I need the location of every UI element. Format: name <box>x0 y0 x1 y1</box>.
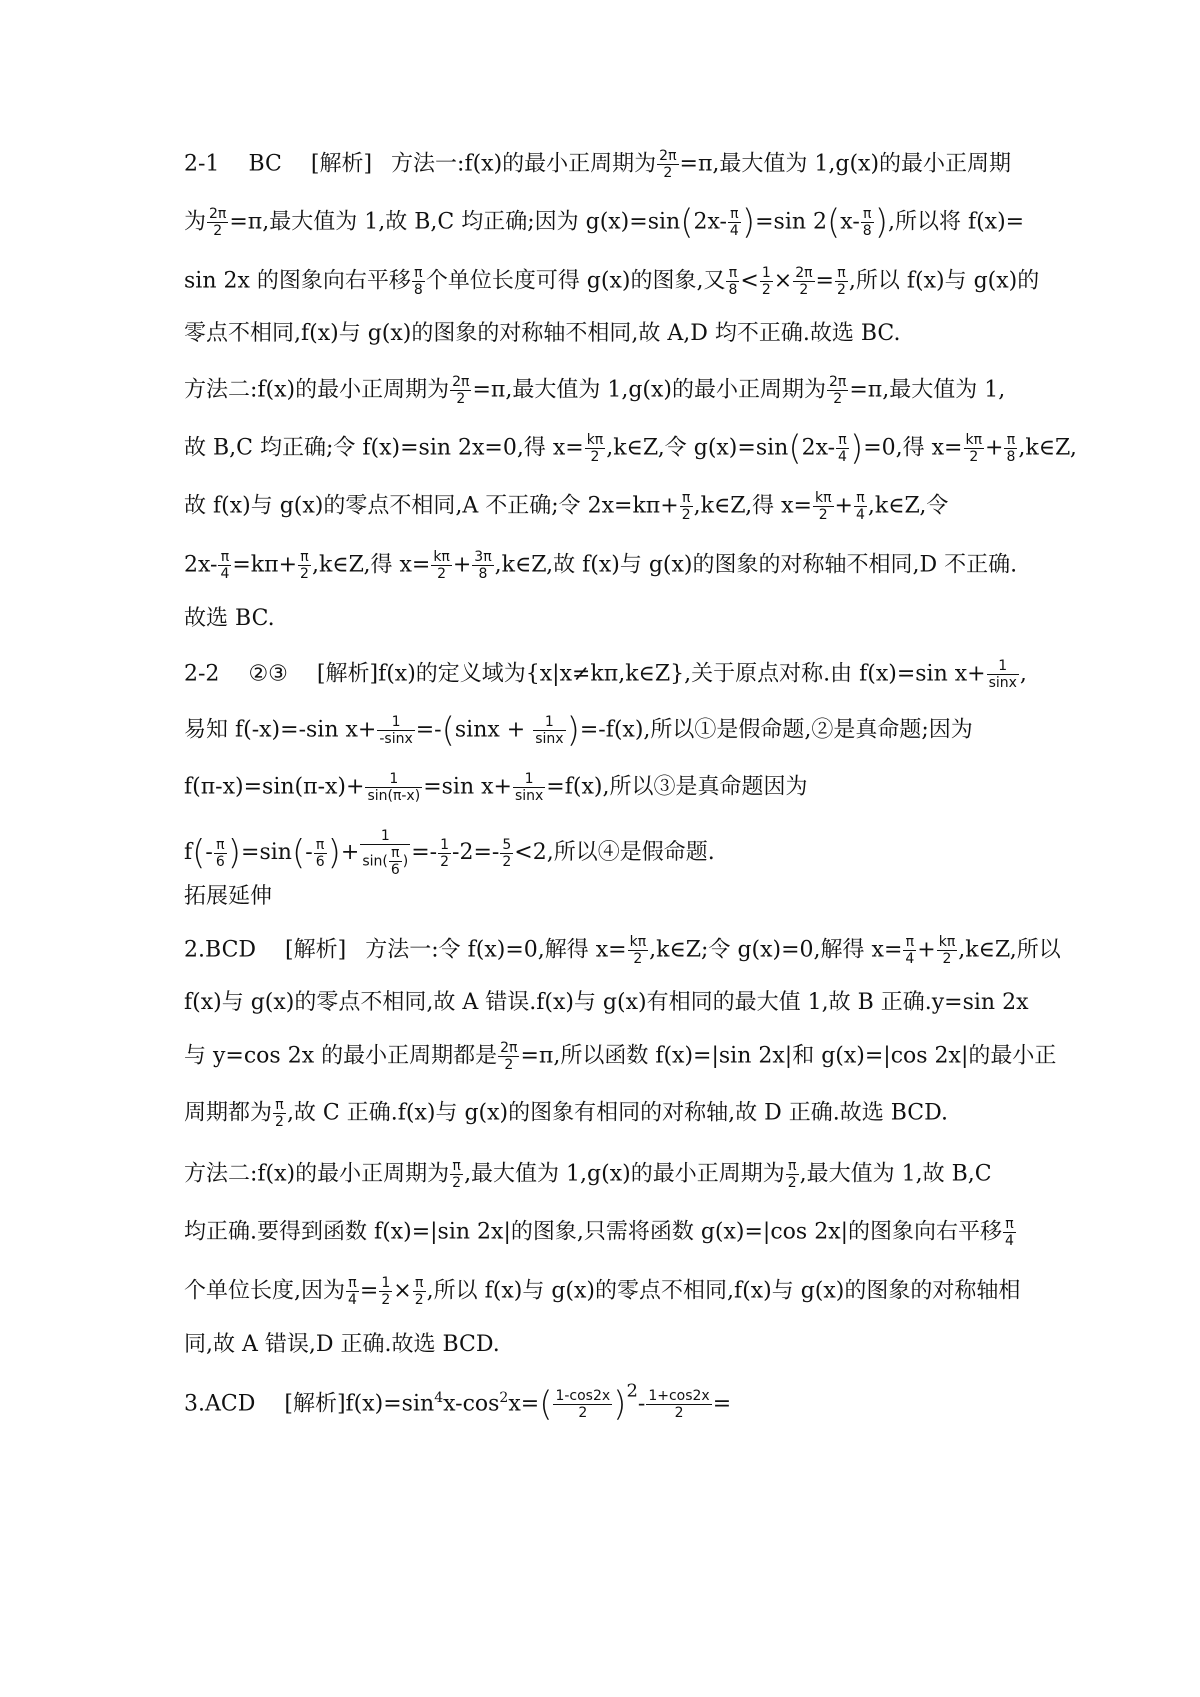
text: 个单位长度,因为 <box>184 1278 345 1304</box>
text: + <box>917 937 936 963</box>
text: = <box>359 1278 379 1304</box>
p1-line-2 <box>184 202 1034 243</box>
text: 均正确.要得到函数 f(x)=|sin 2x|的图象,只需将函数 g(x)=|cos 2x|的图象向右平移 <box>184 1219 1003 1245</box>
paren: ( <box>827 202 841 243</box>
fraction: $\frac{5}{2}$ <box>502 836 512 870</box>
fraction: $\frac{2\pi}{2}$ <box>659 148 677 181</box>
fraction: $\frac{1}{2}$ <box>761 265 771 298</box>
p3-label: 2.BCD <box>184 937 257 963</box>
fraction: $\frac{k\pi}{2}$ <box>433 549 450 582</box>
text: ,k∈Z, <box>1018 435 1077 461</box>
p2-label: 2-2 <box>184 661 220 687</box>
text: ,k∈Z,得 x= <box>311 552 431 578</box>
paren: ( <box>539 1384 553 1425</box>
fraction: $\frac{\pi}{4}$ <box>1005 1216 1014 1249</box>
paren: ) <box>849 428 864 469</box>
text: ,故 C 正确.f(x)与 g(x)的图象有相同的对称轴,故 D 正确.故选 BCD. <box>286 1100 948 1126</box>
text: ,k∈Z,得 x= <box>693 493 812 519</box>
fraction: $\frac{\pi}{2}$ <box>275 1097 284 1130</box>
fraction: $\frac{2\pi}{2}$ <box>452 374 470 407</box>
text: =π,最大值为 1,g(x)的最小正周期 <box>679 151 1012 177</box>
fraction: $\frac{\pi}{2}$ <box>414 1275 424 1308</box>
p2-line-4 <box>184 828 1034 878</box>
fraction: $\frac{k\pi}{2}$ <box>629 934 647 967</box>
text: ,k∈Z;令 g(x)=0,解得 x= <box>649 937 903 963</box>
p1-answer: BC <box>248 151 282 177</box>
fraction: $\frac{2\pi}{2}$ <box>500 1040 518 1073</box>
fraction: $\frac{1-\cos 2x}{2}$ <box>555 1388 611 1421</box>
paren: ( <box>680 202 694 243</box>
paren: ) <box>874 202 888 243</box>
text: 故 f(x)与 g(x)的零点不相同,A 不正确;令 2x=kπ+ <box>184 493 679 519</box>
p2-line-3 <box>184 771 1034 804</box>
fraction: $\frac{2\pi}{2}$ <box>795 265 813 298</box>
p3-line-6 <box>184 1216 1034 1249</box>
p1-label: 2-1 <box>184 151 220 177</box>
fraction: $\frac{k\pi}{2}$ <box>938 934 956 967</box>
text: 方法一:令 f(x)=0,解得 x= <box>365 937 627 963</box>
text: + <box>340 840 360 865</box>
fraction: $\frac{1}{\sin x}$ <box>988 658 1017 691</box>
text: 2x- <box>801 435 836 461</box>
p1-tag: [解析] <box>310 151 373 177</box>
text: - <box>305 840 313 865</box>
fraction: $\frac{1}{\sin x}$ <box>514 771 544 804</box>
text: x- <box>840 209 860 235</box>
fraction: $\frac{1}{\sin(\pi-x)}$ <box>367 771 421 804</box>
text: + <box>452 552 472 578</box>
p3-line-3 <box>184 1040 1057 1073</box>
fraction: $\frac{\pi}{2}$ <box>300 549 309 582</box>
text: 周期都为 <box>184 1100 273 1126</box>
fraction: $\frac{\pi}{6}$ <box>215 836 225 870</box>
text: = <box>712 1391 732 1417</box>
fraction: $\frac{\pi}{4}$ <box>348 1275 357 1308</box>
exponent: 2 <box>626 1380 638 1402</box>
p2-answer: ②③ <box>248 661 288 687</box>
p3-line-1 <box>184 934 1061 967</box>
text: 零点不相同,f(x)与 g(x)的图象的对称轴不相同,故 A,D 均不正确.故选 BC. <box>184 321 901 346</box>
p3-line-2 <box>184 988 1034 1018</box>
text: =π,最大值为 1,故 B,C 均正确;因为 g(x)=sin <box>229 209 681 235</box>
p4-tag: [解析] <box>284 1391 346 1417</box>
text: 方法二:f(x)的最小正周期为 <box>184 1161 450 1187</box>
fraction: $\frac{k\pi}{2}$ <box>586 432 604 465</box>
text: =sin 2 <box>755 209 828 235</box>
paren: ) <box>327 833 341 873</box>
p3-tag: [解析] <box>285 937 347 963</box>
text: ,所以将 f(x)= <box>887 209 1025 235</box>
text: -2=- <box>452 840 500 865</box>
p3-line-8 <box>184 1330 1034 1360</box>
p1-line-5 <box>184 374 1034 407</box>
text: =0,得 x= <box>863 435 963 461</box>
fraction: $\frac{\pi}{4}$ <box>220 549 230 582</box>
text: f(x)的定义域为{x|x≠kπ,k∈Z},关于原点对称.由 f(x)=sin x+ <box>378 661 986 687</box>
text: ,k∈Z,令 g(x)=sin <box>606 435 789 461</box>
text: ,k∈Z,令 <box>867 493 949 519</box>
text: 为 <box>184 209 207 235</box>
exponent: 4 <box>434 1390 444 1407</box>
text: =-f(x),所以①是假命题,②是真命题;因为 <box>579 717 973 743</box>
text: =sin <box>241 840 292 865</box>
fraction: $\frac{\pi}{8}$ <box>862 206 872 239</box>
text: 方法二:f(x)的最小正周期为 <box>184 377 450 403</box>
text: f(x)=sin <box>345 1391 435 1417</box>
text: 故选 BC. <box>184 606 275 631</box>
text: ,最大值为 1,故 B,C <box>799 1161 992 1187</box>
fraction: $\frac{\pi}{8}$ <box>1006 432 1016 465</box>
text: =- <box>411 840 438 865</box>
text: =π,最大值为 1,g(x)的最小正周期为 <box>472 377 827 403</box>
paren: ( <box>788 428 802 469</box>
fraction: $\frac{\pi}{4}$ <box>855 490 865 523</box>
p4-line-1 <box>184 1380 1034 1425</box>
fraction: $\frac{2\pi}{2}$ <box>209 206 227 239</box>
p1-line-6 <box>184 428 1077 469</box>
text: 方法一:f(x)的最小正周期为 <box>391 151 657 177</box>
fraction: $\frac{1}{2}$ <box>440 836 450 870</box>
fraction: $\frac{1}{2}$ <box>381 1275 391 1308</box>
paren: ( <box>441 710 455 751</box>
p1-line-8 <box>184 549 1034 582</box>
text: + <box>985 435 1004 461</box>
text: 与 y=cos 2x 的最小正周期都是 <box>184 1043 498 1069</box>
p2-line-2 <box>184 710 1034 751</box>
text: 2x- <box>693 209 727 235</box>
fraction: $\frac{\pi}{2}$ <box>681 490 691 523</box>
text: x-cos <box>443 1391 500 1417</box>
p1-line-1 <box>184 148 1034 181</box>
text: + <box>834 493 853 519</box>
fraction: $\frac{2\pi}{2}$ <box>829 374 847 407</box>
p3-line-5 <box>184 1158 1034 1191</box>
paren: ) <box>613 1384 627 1425</box>
paren: ( <box>291 833 306 873</box>
fraction: $\frac{k\pi}{2}$ <box>965 432 983 465</box>
text: 个单位长度可得 g(x)的图象,又 <box>425 268 726 294</box>
text: ,k∈Z,所以 <box>958 937 1061 963</box>
text: sin 2x 的图象向右平移 <box>184 268 411 294</box>
text: , <box>1019 661 1027 687</box>
fraction: $\frac{\pi}{8}$ <box>728 265 738 298</box>
text: ,所以 f(x)与 g(x)的零点不相同,f(x)与 g(x)的图象的对称轴相 <box>426 1278 1021 1304</box>
exponent: 2 <box>499 1390 509 1407</box>
p1-line-3 <box>184 265 1040 298</box>
text: <2,所以④是假命题. <box>514 840 715 865</box>
text: - <box>637 1391 646 1417</box>
fraction: $\frac{\pi}{6}$ <box>315 836 325 870</box>
text: < <box>740 268 759 294</box>
text: f <box>184 840 193 865</box>
p1-line-7 <box>184 490 1034 523</box>
p3-line-4 <box>184 1097 1034 1130</box>
p1-line-4 <box>184 319 1034 349</box>
p4-label: 3.ACD <box>184 1391 256 1417</box>
text: 故 B,C 均正确;令 f(x)=sin 2x=0,得 x= <box>184 435 584 461</box>
fraction: $\frac{\pi}{2}$ <box>452 1158 462 1191</box>
text: 同,故 A 错误,D 正确.故选 BCD. <box>184 1332 500 1357</box>
fraction: $\frac{\pi}{4}$ <box>838 432 847 465</box>
fraction: $\frac{3\pi}{8}$ <box>474 549 492 582</box>
text: =π,所以函数 f(x)=|sin 2x|和 g(x)=|cos 2x|的最小正 <box>520 1043 1057 1069</box>
text: sinx + <box>454 717 533 743</box>
text: =f(x),所以③是真命题因为 <box>546 774 808 800</box>
fraction: $\frac{\pi}{4}$ <box>905 934 915 967</box>
p2-tag: [解析] <box>316 661 379 687</box>
paren: ) <box>741 202 756 243</box>
section-heading <box>184 882 1034 912</box>
p2-line-1 <box>184 658 1034 691</box>
text: - <box>205 840 213 865</box>
fraction: 1 sin( $\frac{\pi}{6}$ ) <box>362 828 409 878</box>
text: = <box>815 268 834 294</box>
text: ,所以 f(x)与 g(x)的 <box>848 268 1040 294</box>
paren: ) <box>227 833 242 873</box>
text: f(π-x)=sin(π-x)+ <box>184 774 365 800</box>
p1-line-9 <box>184 604 1034 634</box>
fraction: $\frac{1}{\sin x}$ <box>535 714 564 747</box>
paren: ( <box>192 833 206 873</box>
fraction: $\frac{\pi}{8}$ <box>413 265 423 298</box>
fraction: $\frac{1+\cos 2x}{2}$ <box>648 1388 710 1421</box>
text: ,最大值为 1,g(x)的最小正周期为 <box>464 1161 785 1187</box>
text: =- <box>415 717 442 743</box>
text: 易知 f(-x)=-sin x+ <box>184 717 377 743</box>
text: =kπ+ <box>232 552 298 578</box>
fraction: $\frac{\pi}{4}$ <box>729 206 739 239</box>
fraction: $\frac{\pi}{2}$ <box>787 1158 797 1191</box>
text: × <box>773 268 793 294</box>
text: =sin x+ <box>423 774 512 800</box>
p3-line-7 <box>184 1275 1034 1308</box>
text: ,k∈Z,故 f(x)与 g(x)的图象的对称轴不相同,D 不正确. <box>494 552 1018 578</box>
text: f(x)与 g(x)的零点不相同,故 A 错误.f(x)与 g(x)有相同的最大值 1,故 B 正确.y=sin 2x <box>184 990 1029 1015</box>
fraction: $\frac{k\pi}{2}$ <box>814 490 832 523</box>
heading-text: 拓展延伸 <box>184 884 273 909</box>
text: x= <box>508 1391 540 1417</box>
text: =π,最大值为 1, <box>849 377 1006 403</box>
fraction: $\frac{1}{-\sin x}$ <box>379 714 413 747</box>
text: × <box>393 1278 412 1304</box>
fraction: $\frac{\pi}{2}$ <box>836 265 846 298</box>
paren: ) <box>566 710 580 751</box>
text: 2x- <box>184 552 218 578</box>
